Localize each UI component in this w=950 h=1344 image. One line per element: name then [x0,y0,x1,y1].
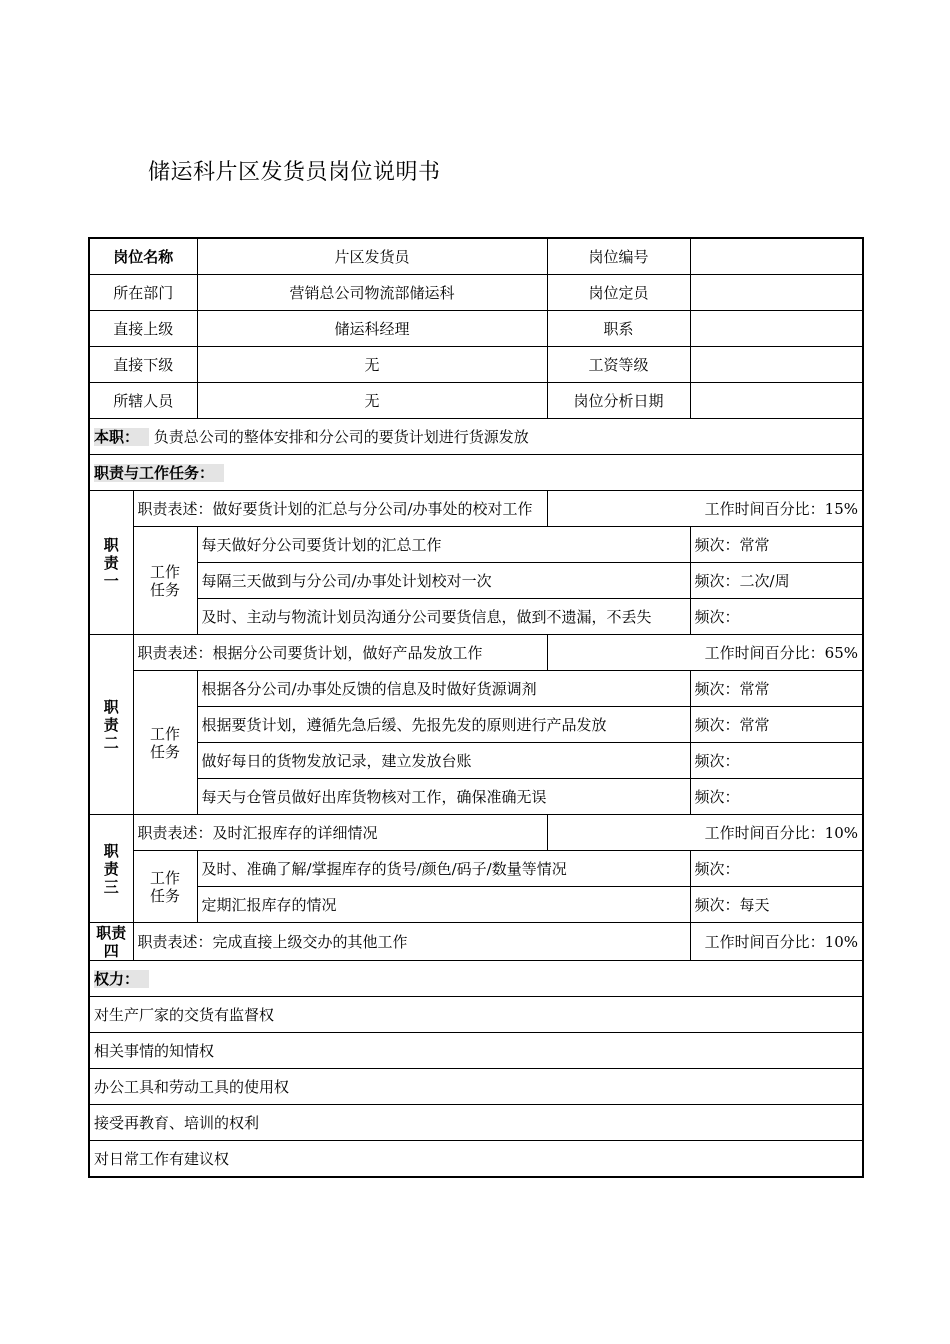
responsibility-desc: 职责表述：及时汇报库存的详细情况 [133,815,547,851]
task-text: 及时、主动与物流计划员沟通分公司要货信息，做到不遗漏，不丢失 [197,599,690,635]
responsibility-label-text: 职责二 [103,697,119,752]
rights-row [89,1069,863,1105]
task-frequency: 频次：常常 [690,671,863,707]
rights-item: 接受再教育、培训的权利 [89,1105,863,1141]
rights-row [89,1105,863,1141]
rights-header: 权力： [94,970,149,988]
task-text: 每隔三天做到与分公司/办事处计划校对一次 [197,563,690,599]
info-label: 直接上级 [89,311,197,347]
responsibility-label [89,635,133,815]
task-frequency: 频次： [690,779,863,815]
info-row [89,311,863,347]
duty-text: 负责总公司的整体安排和分公司的要货计划进行货源发放 [153,427,529,446]
rights-item: 相关事情的知情权 [89,1033,863,1069]
responsibility-desc-row [89,923,863,961]
responsibilities-header-cell [89,455,863,491]
time-percent: 工作时间百分比：10% [547,815,863,851]
task-frequency: 频次：常常 [690,707,863,743]
work-tasks-label-text: 工作任务 [149,562,180,599]
info-label: 所辖人员 [89,383,197,419]
rights-header-cell [89,961,863,997]
task-row [89,707,863,743]
time-percent: 工作时间百分比：65% [547,635,863,671]
info-value [690,311,863,347]
responsibility-desc: 职责表述：完成直接上级交办的其他工作 [133,923,690,961]
task-text: 定期汇报库存的情况 [197,887,690,923]
info-label: 工资等级 [547,347,690,383]
responsibilities-header: 职责与工作任务： [94,464,224,482]
task-text: 每天做好分公司要货计划的汇总工作 [197,527,690,563]
work-tasks-label [133,671,197,815]
responsibility-desc-row [89,815,863,851]
task-row [89,743,863,779]
time-percent: 工作时间百分比：10% [690,923,863,961]
task-row [89,599,863,635]
task-text: 及时、准确了解/掌握库存的货号/颜色/码子/数量等情况 [197,851,690,887]
duty-label: 本职： [94,428,149,446]
responsibility-label [89,815,133,923]
task-text: 每天与仓管员做好出库货物核对工作，确保准确无误 [197,779,690,815]
task-text: 根据要货计划，遵循先急后缓、先报先发的原则进行产品发放 [197,707,690,743]
info-label: 直接下级 [89,347,197,383]
rights-header-row [89,961,863,997]
task-frequency: 频次：每天 [690,887,863,923]
task-frequency: 频次： [690,743,863,779]
time-percent-text: 工作时间百分比：15% [704,499,859,518]
job-description-table [88,237,864,1178]
task-row [89,851,863,887]
responsibility-label [89,923,133,961]
rights-row [89,997,863,1033]
info-label: 岗位定员 [547,275,690,311]
task-frequency: 频次： [690,851,863,887]
task-frequency: 频次：常常 [690,527,863,563]
responsibility-label [89,491,133,635]
duty-row [89,419,863,455]
rights-item: 对日常工作有建议权 [89,1141,863,1178]
info-value: 片区发货员 [197,238,547,275]
work-tasks-label [133,851,197,923]
info-label: 所在部门 [89,275,197,311]
task-text: 根据各分公司/办事处反馈的信息及时做好货源调剂 [197,671,690,707]
info-value [690,347,863,383]
info-row [89,275,863,311]
responsibility-label-text: 职责一 [103,535,119,590]
responsibility-desc-row [89,491,863,527]
work-tasks-label [133,527,197,635]
info-label: 职系 [547,311,690,347]
time-percent [547,491,863,527]
responsibility-label-text: 职责四 [96,923,127,960]
rights-item: 对生产厂家的交货有监督权 [89,997,863,1033]
rights-row [89,1033,863,1069]
info-value [690,238,863,275]
task-text: 做好每日的货物发放记录，建立发放台账 [197,743,690,779]
info-value: 无 [197,383,547,419]
responsibility-desc: 职责表述：做好要货计划的汇总与分公司/办事处的校对工作 [133,491,547,527]
info-label: 岗位名称 [89,238,197,275]
task-frequency: 频次：二次/周 [690,563,863,599]
task-row [89,527,863,563]
task-row [89,563,863,599]
rights-row [89,1141,863,1178]
info-value: 储运科经理 [197,311,547,347]
task-row [89,887,863,923]
task-row [89,671,863,707]
info-value: 无 [197,347,547,383]
responsibilities-header-row [89,455,863,491]
info-row [89,238,863,275]
info-value [690,383,863,419]
work-tasks-label-text: 工作任务 [149,724,180,761]
info-label: 岗位分析日期 [547,383,690,419]
work-tasks-label-text: 工作任务 [149,868,180,905]
rights-item: 办公工具和劳动工具的使用权 [89,1069,863,1105]
duty-cell [89,419,863,455]
responsibility-label-text: 职责三 [103,841,119,896]
info-row [89,383,863,419]
responsibility-desc: 职责表述：根据分公司要货计划，做好产品发放工作 [133,635,547,671]
task-frequency: 频次： [690,599,863,635]
info-row [89,347,863,383]
info-label: 岗位编号 [547,238,690,275]
info-value [690,275,863,311]
page-title: 储运科片区发货员岗位说明书 [148,160,441,185]
info-value: 营销总公司物流部储运科 [197,275,547,311]
responsibility-desc-row [89,635,863,671]
task-row [89,779,863,815]
